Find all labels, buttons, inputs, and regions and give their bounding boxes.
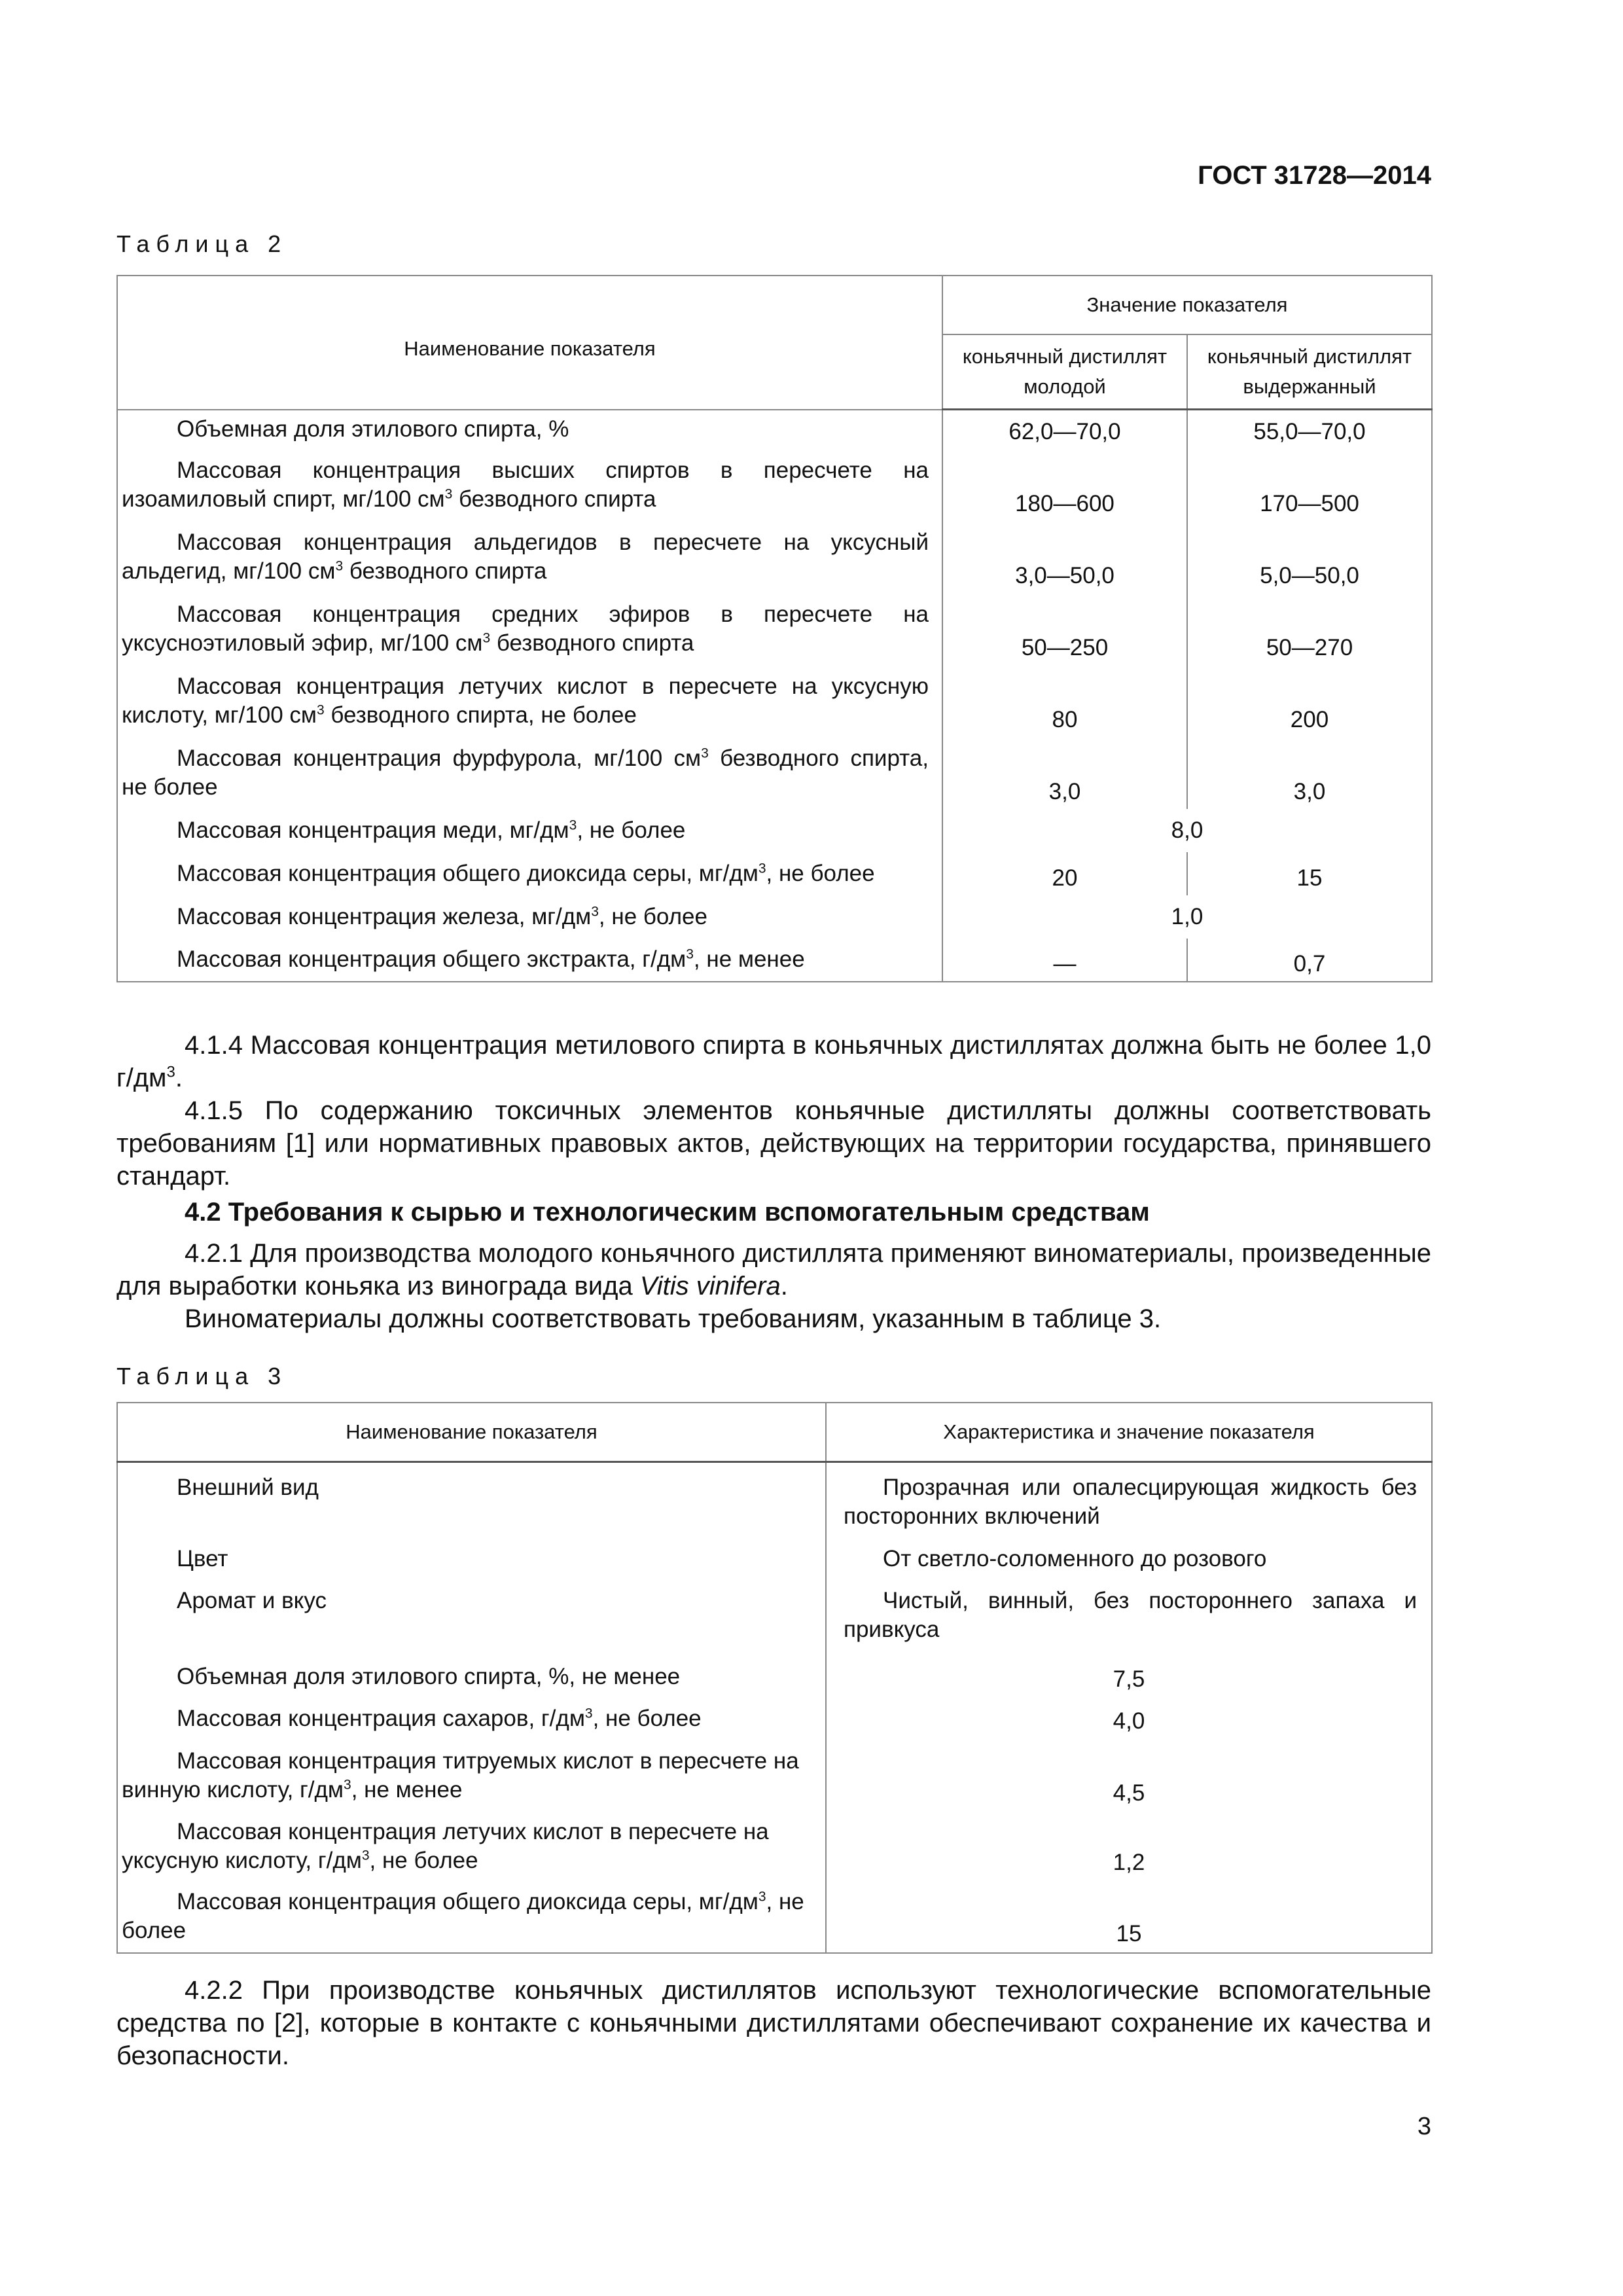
indicator-value: 7,5 [826,1656,1432,1698]
t2-header-aged: коньячный дистиллят выдержанный [1187,334,1432,410]
t3-header-value: Характеристика и значение показателя [826,1403,1432,1462]
young-value: 3,0 [942,737,1187,809]
indicator-value: Прозрачная или опалесцирующая жидкость без посторонних включений [826,1462,1432,1545]
indicator-value: 1,2 [826,1812,1432,1881]
table-row [117,1587,1432,1656]
indicator-name: Массовая концентрация высших спиртов в пересчете на изоамиловый спирт, мг/100 $см^3$ безводного спирта [122,457,929,512]
indicator-name: Объемная доля этилового спирта, %, не менее [177,1663,681,1689]
table2-caption: Таблица 2 [116,230,288,257]
young-value: 80 [942,665,1187,737]
table-row [117,852,1432,895]
table-row [117,449,1432,521]
table-3 [116,1402,1433,1954]
t2-header-young: коньячный дистиллят молодой [942,334,1187,410]
aged-value: 5,0—50,0 [1187,521,1432,593]
indicator-name: Массовая концентрация железа, $мг/дм^3$, не более [177,903,707,929]
indicator-name: Аромат и вкус [177,1587,327,1613]
table-2 [116,275,1433,982]
section-title: 4.2 Требования к сырью и технологическим вспомогательным средствам [185,1198,1150,1227]
shared-value: 8,0 [942,809,1432,852]
aged-value: 3,0 [1187,737,1432,809]
page-number: 3 [1417,2113,1431,2140]
indicator-name: Массовая концентрация фурфурола, мг/100 $см^3$ безводного спирта, не более [122,745,929,800]
table-row [117,593,1432,665]
aged-value: 200 [1187,665,1432,737]
aged-value: 0,7 [1187,939,1432,982]
young-value: 50—250 [942,593,1187,665]
table-row [117,809,1432,852]
paragraph-4-1-5: 4.1.5 По содержанию токсичных элементов коньячные дистилляты должны соответствовать требованиям [1] или нормативных правовых актов, действующих на территории государства, принявшего стандарт. [116,1096,1431,1191]
species-name: Vitis vinifera [639,1272,781,1300]
indicator-name: Массовая концентрация летучих кислот в пересчете на уксусную кислоту, мг/100 $см^3$ безводного спирта, не более [122,673,929,728]
table-row [117,1698,1432,1740]
indicator-name: Массовая концентрация общего диоксида серы, $мг/дм^3$, не более [177,860,875,886]
young-value: 62,0—70,0 [942,410,1187,449]
indicator-value: 4,0 [826,1698,1432,1740]
indicator-value: Чистый, винный, без постороннего запаха и привкуса [826,1587,1432,1656]
indicator-name: Массовая концентрация общего экстракта, $г/дм^3$, не менее [177,946,805,972]
table-row [117,939,1432,982]
paragraph-4-2-1-b: Виноматериалы должны соответствовать требованиям, указанным в таблице 3. [185,1304,1162,1333]
young-value: 180—600 [942,449,1187,521]
indicator-name: Массовая концентрация средних эфиров в пересчете на уксусноэтиловый эфир, мг/100 $см^3$ безводного спирта [122,601,929,656]
table-row [117,1881,1432,1953]
indicator-name: Объемная доля этилового спирта, % [177,416,569,442]
paragraph-4-2-1 [116,1237,1431,1302]
aged-value: 50—270 [1187,593,1432,665]
t2-header-name: Наименование показателя [117,276,942,410]
table-row [117,1740,1432,1812]
table-row [117,895,1432,939]
p421-end: . [780,1272,788,1300]
young-value: 3,0—50,0 [942,521,1187,593]
indicator-name: Массовая концентрация альдегидов в пересчете на уксусный альдегид, мг/100 $см^3$ безводного спирта [122,529,929,584]
table-row [117,1812,1432,1881]
table3-caption: Таблица 3 [116,1363,288,1390]
indicator-name: Массовая концентрация общего диоксида серы, $мг/дм^3$, не более [122,1889,804,1943]
indicator-name: Цвет [177,1545,228,1571]
indicator-value: От светло-соломенного до розового [826,1545,1432,1587]
shared-value: 1,0 [942,895,1432,939]
aged-value: 55,0—70,0 [1187,410,1432,449]
p414-text: 4.1.4 Массовая концентрация метилового спирта в коньячных дистиллятах должна быть не более 1,0 $г/дм^3$. [116,1031,1431,1092]
p421-text: 4.2.1 Для производства молодого коньячного дистиллята применяют виноматериалы, произведенные для выработки коньяка из винограда вида [116,1239,1431,1300]
paragraph-4-1-4 [116,1029,1431,1094]
t3-header-name: Наименование показателя [117,1403,826,1462]
young-value: — [942,939,1187,982]
t2-header-group: Значение показателя [942,276,1432,334]
standard-id: ГОСТ 31728—2014 [1198,161,1431,190]
table-row [117,1656,1432,1698]
indicator-name: Массовая концентрация сахаров, $г/дм^3$, не более [177,1705,702,1731]
aged-value: 170—500 [1187,449,1432,521]
table-row [117,737,1432,809]
table-row [117,521,1432,593]
indicator-name: Массовая концентрация летучих кислот в пересчете на уксусную кислоту, $г/дм^3$, не более [122,1818,769,1873]
table-row [117,410,1432,449]
young-value: 20 [942,852,1187,895]
indicator-name: Массовая концентрация титруемых кислот в пересчете на винную кислоту, $г/дм^3$, не менее [122,1748,799,1803]
indicator-value: 15 [826,1881,1432,1953]
aged-value: 15 [1187,852,1432,895]
indicator-name: Внешний вид [177,1475,319,1500]
table-row [117,1545,1432,1587]
indicator-name: Массовая концентрация меди, $мг/дм^3$, не более [177,817,686,843]
indicator-value: 4,5 [826,1740,1432,1812]
table-row [117,1462,1432,1545]
table-row [117,665,1432,737]
paragraph-4-2-2: 4.2.2 При производстве коньячных дистиллятов используют технологические вспомогательные средства по [2], которые в контакте с коньячными дистиллятами обеспечивают сохранение их качества и безопасности. [116,1976,1431,2070]
